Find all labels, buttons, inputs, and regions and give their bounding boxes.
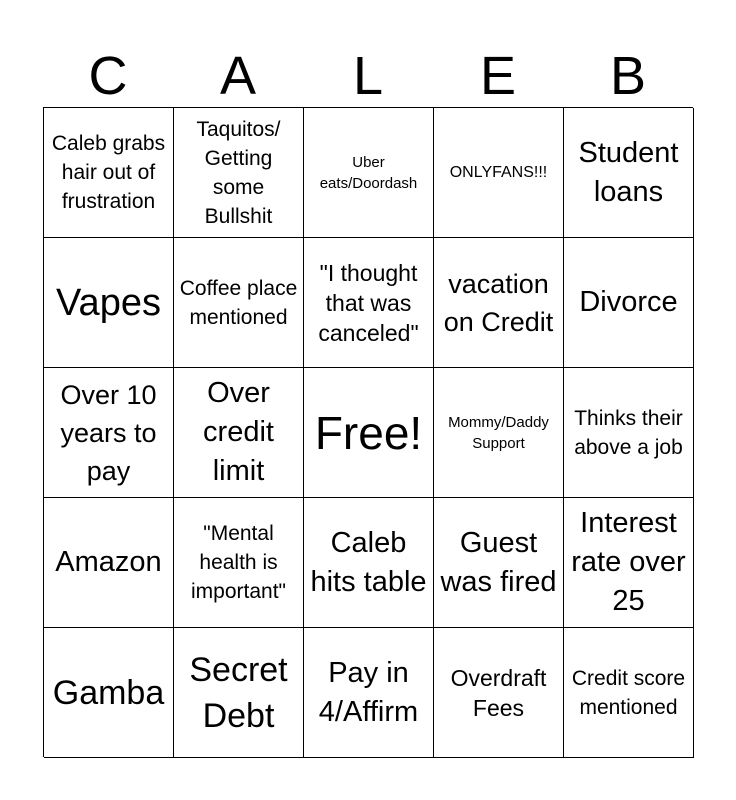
header-letter-a: A	[219, 46, 257, 106]
bingo-cell[interactable]	[564, 108, 694, 238]
bingo-cell[interactable]	[434, 498, 564, 628]
bingo-cell[interactable]	[304, 498, 434, 628]
bingo-cell[interactable]	[174, 108, 304, 238]
cell-text: "I thought that was canceled"	[318, 259, 419, 346]
bingo-cell[interactable]	[304, 238, 434, 368]
header-letter-b: B	[609, 46, 647, 106]
cell-text: Caleb hits table	[310, 526, 427, 598]
bingo-cell[interactable]	[44, 368, 174, 498]
header-letter-c: C	[88, 46, 128, 106]
cell-text: Amazon	[55, 546, 162, 578]
cell-text: Interest rate over 25	[571, 507, 686, 617]
bingo-cell[interactable]	[434, 628, 564, 758]
cell-text: Guest was fired	[440, 526, 557, 598]
cell-text: Taquitos/ Getting some Bullshit	[196, 117, 281, 228]
bingo-cell[interactable]	[564, 628, 694, 758]
bingo-cell[interactable]	[564, 368, 694, 498]
cell-text: Uber eats/Doordash	[319, 153, 418, 192]
bingo-cell[interactable]	[174, 498, 304, 628]
bingo-cell[interactable]	[434, 238, 564, 368]
bingo-cell[interactable]	[174, 628, 304, 758]
bingo-board	[43, 107, 693, 757]
bingo-cell[interactable]	[564, 498, 694, 628]
bingo-cell[interactable]	[174, 368, 304, 498]
bingo-cell[interactable]	[44, 628, 174, 758]
bingo-cell[interactable]	[434, 368, 564, 498]
bingo-cell[interactable]	[564, 238, 694, 368]
cell-text: "Mental health is important"	[191, 522, 286, 603]
bingo-cell[interactable]	[434, 108, 564, 238]
cell-text: ONLYFANS!!!	[449, 164, 548, 181]
bingo-cell[interactable]	[174, 238, 304, 368]
bingo-cell[interactable]	[304, 628, 434, 758]
cell-text: Coffee place mentioned	[179, 276, 298, 329]
cell-text: Gamba	[52, 673, 165, 712]
free-space[interactable]	[304, 368, 434, 498]
bingo-cell[interactable]	[44, 238, 174, 368]
cell-text: Free!	[314, 406, 423, 459]
cell-text: Vapes	[56, 281, 161, 324]
cell-text: Secret Debt	[189, 650, 288, 735]
bingo-cell[interactable]	[304, 108, 434, 238]
cell-text: Caleb grabs hair out of frustration	[51, 132, 166, 213]
bingo-header	[43, 45, 693, 107]
cell-text: Overdraft Fees	[450, 664, 547, 721]
cell-text: vacation on Credit	[443, 268, 554, 337]
header-letter-e: E	[479, 46, 517, 106]
cell-text: Over credit limit	[203, 377, 274, 487]
header-letter-l: L	[352, 46, 384, 106]
cell-text: Thinks their above a job	[574, 406, 683, 459]
bingo-cell[interactable]	[44, 498, 174, 628]
cell-text: Credit score mentioned	[571, 666, 686, 719]
cell-text: Mommy/Daddy Support	[448, 413, 549, 452]
bingo-cell[interactable]	[44, 108, 174, 238]
cell-text: Student loans	[578, 136, 679, 208]
cell-text: Pay in 4/Affirm	[318, 656, 419, 728]
cell-text: Divorce	[579, 286, 678, 318]
cell-text: Over 10 years to pay	[60, 379, 157, 486]
